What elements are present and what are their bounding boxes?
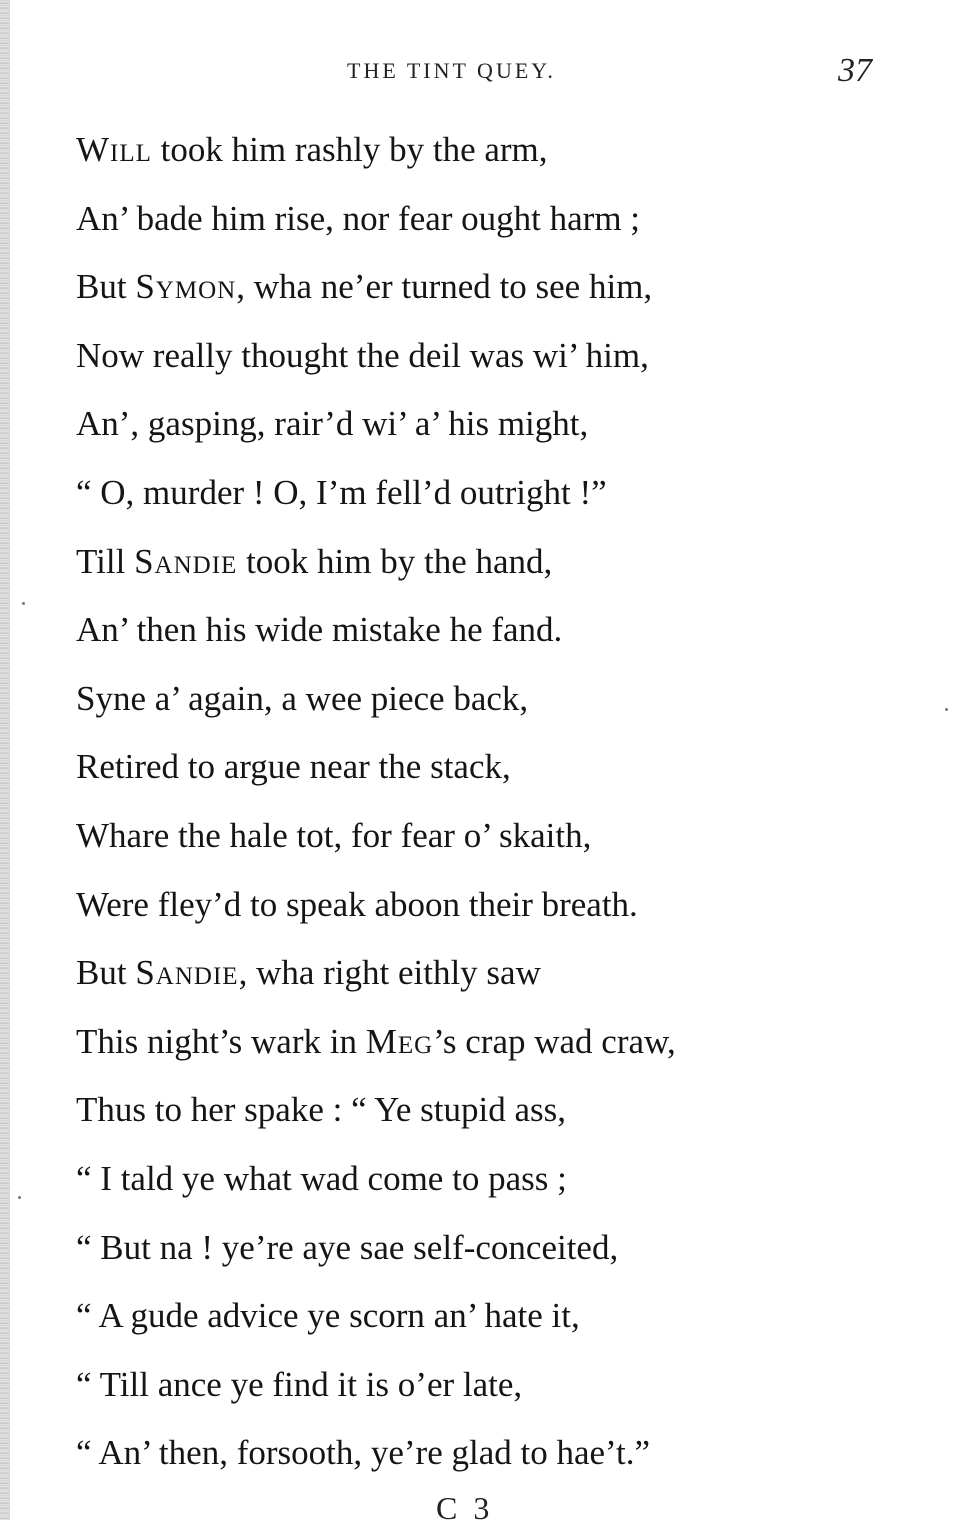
verse-text: But: [76, 953, 136, 993]
character-name: Sandie: [135, 953, 239, 993]
verse-text: Now really thought the deil was wi’ him,: [76, 335, 649, 375]
verse-text: An’ bade him rise, nor fear ought harm ;: [76, 198, 641, 238]
poem-line: [76, 402, 676, 471]
verse-text: ’s crap wad craw,: [433, 1021, 676, 1061]
poem-line: [76, 1431, 676, 1500]
poem-line: [76, 265, 676, 334]
running-title: THE TINT QUEY.: [347, 58, 556, 83]
poem-line: [76, 128, 676, 197]
verse-text: An’, gasping, rair’d wi’ a’ his might,: [76, 404, 589, 444]
poem-body: [76, 128, 676, 1500]
verse-text: “ Till ance ye find it is o’er late,: [76, 1364, 523, 1404]
poem-line: [76, 677, 676, 746]
poem-line: [76, 1088, 676, 1157]
character-name: Will: [76, 130, 152, 169]
verse-text: Thus to her spake : “ Ye stupid ass,: [76, 1090, 566, 1130]
verse-text: Till: [76, 541, 135, 581]
verse-text: took him by the hand,: [237, 541, 553, 581]
verse-text: An’ then his wide mistake he fand.: [76, 610, 563, 650]
poem-line: [76, 608, 676, 677]
signature-mark: C 3: [436, 1490, 494, 1526]
verse-text: “ An’ then, forsooth, ye’re glad to hae’t.”: [76, 1433, 651, 1473]
character-name: Sandie: [134, 541, 238, 581]
binding-gutter: [0, 0, 10, 1520]
speck: [22, 602, 25, 605]
poem-line: [76, 1226, 676, 1295]
poem-line: [76, 814, 676, 883]
speck: [945, 708, 948, 711]
verse-text: This night’s wark in: [76, 1021, 366, 1061]
verse-text: “ O, murder ! O, I’m fell’d outright !”: [76, 472, 607, 512]
poem-line: [76, 951, 676, 1020]
poem-line: [76, 1020, 676, 1089]
poem-line: [76, 1294, 676, 1363]
verse-text: Whare the hale tot, for fear o’ skaith,: [76, 815, 592, 855]
character-name: Symon: [135, 267, 237, 307]
verse-text: Syne a’ again, a wee piece back,: [76, 678, 529, 718]
verse-text: took him rashly by the arm,: [151, 130, 548, 169]
poem-line: [76, 540, 676, 609]
character-name: Meg: [365, 1021, 434, 1061]
verse-text: , wha ne’er turned to see him,: [236, 267, 653, 307]
verse-text: “ I tald ye what wad come to pass ;: [76, 1158, 567, 1198]
poem-line: [76, 1157, 676, 1226]
poem-line: [76, 1363, 676, 1432]
poem-line: [76, 334, 676, 403]
poem-line: [76, 745, 676, 814]
verse-text: Retired to argue near the stack,: [76, 747, 511, 787]
verse-text: , wha right eithly saw: [238, 953, 541, 993]
verse-text: Were fley’d to speak aboon their breath.: [76, 884, 638, 924]
verse-text: “ A gude advice ye scorn an’ hate it,: [76, 1296, 580, 1336]
speck: [18, 1196, 21, 1199]
poem-line: [76, 197, 676, 266]
page-number: 37: [838, 52, 872, 89]
poem-line: [76, 471, 676, 540]
poem-line: [76, 883, 676, 952]
verse-text: “ But na ! ye’re aye sae self-conceited,: [76, 1227, 619, 1267]
verse-text: But: [76, 267, 136, 307]
